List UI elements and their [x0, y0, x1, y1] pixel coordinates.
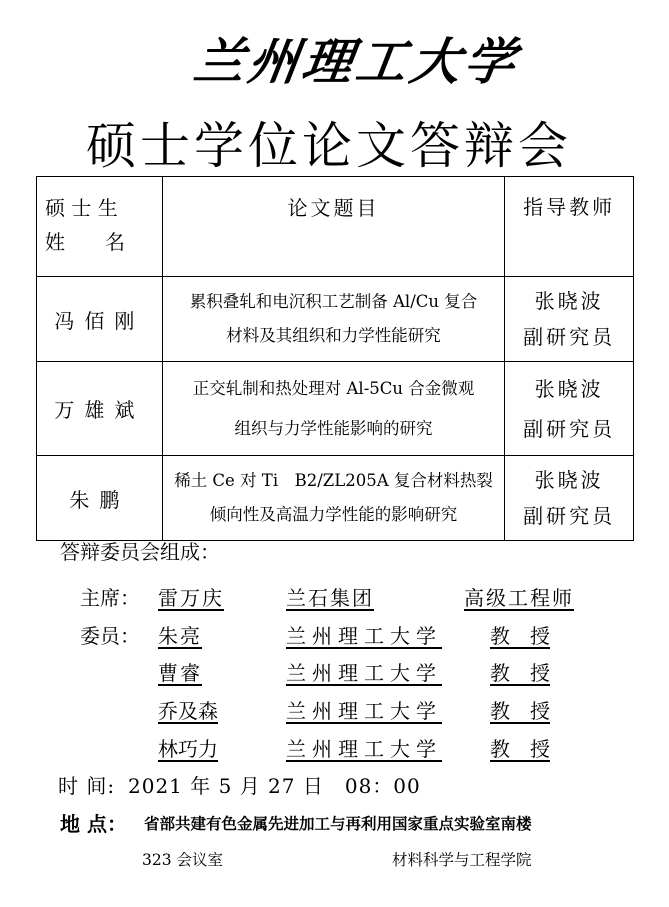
table-row: [37, 456, 634, 541]
member-name: 乔及森: [158, 699, 218, 723]
topic-line: 正交轧制和热处理对 Al-5Cu 合金微观: [192, 378, 475, 398]
thesis-topic: [162, 456, 505, 541]
university-logo: 兰州理工大学: [190, 32, 523, 91]
header-topic: 论文题目: [162, 177, 505, 277]
time-value: 2021 年 5 月 27 日 08：00: [128, 774, 421, 798]
member-title: 教 授: [490, 661, 550, 685]
advisor: [505, 456, 634, 541]
member-name: 朱亮: [158, 624, 202, 648]
advisor-title: 副研究员: [523, 416, 616, 441]
topic-line: 稀土 Ce 对 Ti B2/ZL205A 复合材料热裂: [174, 471, 493, 490]
place-line1: 省部共建有色金属先进加工与再利用国家重点实验室南楼: [144, 814, 532, 833]
advisor: [505, 362, 634, 456]
member-org: 兰州理工大学: [286, 737, 442, 761]
advisor: [505, 277, 634, 362]
thesis-table: [36, 176, 634, 541]
place-room: 323 会议室: [142, 851, 224, 869]
thesis-topic: [162, 362, 505, 456]
student-name: 冯佰刚: [37, 277, 163, 362]
page-title: 硕士学位论文答辩会: [86, 117, 572, 175]
member-name: 雷万庆: [158, 586, 224, 610]
advisor-name: 张晓波: [534, 289, 604, 313]
topic-line: 组织与力学性能影响的研究: [234, 418, 433, 438]
member-org: 兰州理工大学: [286, 661, 442, 685]
member-title: 教 授: [490, 624, 550, 648]
member-title: 高级工程师: [464, 586, 574, 610]
advisor-title: 副研究员: [523, 325, 616, 349]
place-label: 地 点：: [60, 812, 127, 836]
topic-line: 材料及其组织和力学性能研究: [226, 326, 441, 345]
member-name: 曹睿: [158, 661, 202, 685]
thesis-topic: [162, 277, 505, 362]
student-name: 朱鹏: [37, 456, 163, 541]
advisor-name: 张晓波: [534, 376, 604, 401]
header-advisor: 指导教师: [505, 177, 634, 277]
header-student: [37, 177, 163, 277]
topic-line: 累积叠轧和电沉积工艺制备 Al/Cu 复合: [189, 292, 478, 311]
place-school: 材料科学与工程学院: [392, 851, 532, 869]
table-row: [37, 277, 634, 362]
topic-line: 倾向性及高温力学性能的影响研究: [209, 505, 458, 524]
student-name: 万雄斌: [37, 362, 163, 456]
time-label: 时 间:: [58, 774, 116, 798]
advisor-name: 张晓波: [534, 468, 604, 492]
member-label: 委员：: [80, 624, 140, 648]
member-org: 兰州理工大学: [286, 699, 442, 723]
member-org: 兰州理工大学: [286, 624, 442, 648]
header-student-line2: 姓 名: [45, 230, 125, 254]
header-student-line1: 硕 士 生: [45, 196, 118, 220]
member-title: 教 授: [490, 737, 550, 761]
table-header: [37, 177, 634, 277]
table-row: [37, 362, 634, 456]
advisor-title: 副研究员: [523, 504, 616, 528]
member-org: 兰石集团: [286, 586, 374, 610]
chair-label: 主席：: [80, 586, 140, 610]
member-name: 林巧力: [158, 737, 218, 761]
member-title: 教 授: [490, 699, 550, 723]
committee-heading: 答辩委员会组成：: [60, 540, 220, 564]
